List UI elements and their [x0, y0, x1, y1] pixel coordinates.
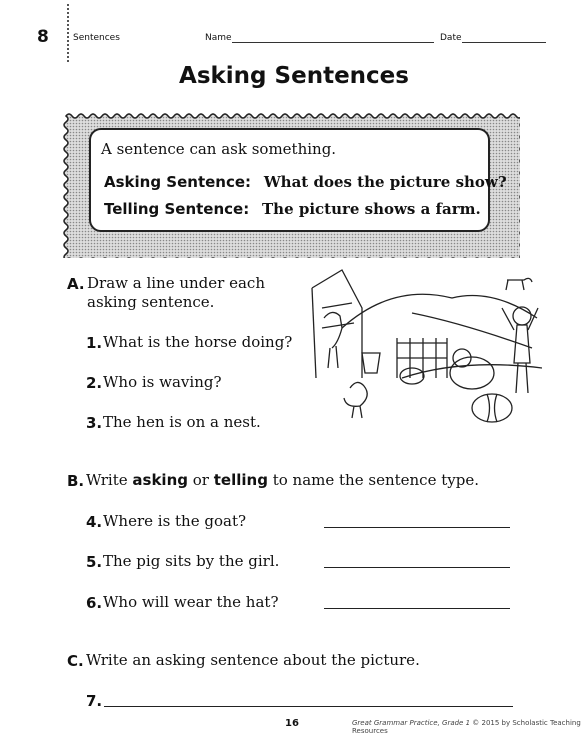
instr-post: to name the sentence type. [272, 471, 479, 489]
section-a-letter: A. [67, 275, 85, 293]
duck-icon [344, 382, 367, 418]
asking-label: Asking Sentence: [104, 173, 252, 191]
section-c-letter: C. [67, 652, 84, 670]
footer-page-number: 16 [285, 718, 299, 729]
section-a-instruction-1: Draw a line under each [87, 274, 265, 292]
word-telling: telling [213, 471, 268, 489]
item-number: 7. [86, 692, 103, 710]
item-number: 1. [86, 334, 103, 352]
footer-credit [352, 719, 588, 735]
list-item: Who will wear the hat? [103, 593, 279, 611]
item-number: 5. [86, 553, 103, 571]
telling-label: Telling Sentence: [104, 200, 250, 218]
farm-scene-illustration [302, 268, 542, 430]
page-number: 8 [37, 27, 49, 47]
item-number: 2. [86, 374, 103, 392]
telling-example: The picture shows a farm. [262, 200, 481, 218]
list-item[interactable]: Who is waving? [103, 373, 222, 391]
asking-example-row [104, 173, 507, 191]
horse-icon [324, 312, 342, 368]
answer-blank[interactable] [324, 608, 510, 609]
list-item: Where is the goat? [103, 512, 247, 530]
item-number: 4. [86, 513, 103, 531]
section-c-instruction: Write an asking sentence about the picture. [86, 651, 420, 669]
instr-pre: Write [86, 471, 128, 489]
header-divider [67, 4, 69, 62]
section-a-instruction-2: asking sentence. [87, 293, 215, 311]
list-item[interactable]: What is the horse doing? [103, 333, 293, 351]
item-number: 3. [86, 414, 103, 432]
copyright: © 2015 by Scholastic Teaching Resources [352, 719, 581, 735]
asking-example: What does the picture show? [263, 173, 507, 191]
pig-icon [450, 357, 494, 389]
section-b-letter: B. [67, 472, 85, 490]
name-field[interactable] [232, 42, 434, 43]
date-field[interactable] [462, 42, 546, 43]
list-item: The pig sits by the girl. [103, 552, 280, 570]
answer-blank[interactable] [324, 527, 510, 528]
page-title: Asking Sentences [179, 63, 409, 89]
answer-blank[interactable] [104, 706, 513, 707]
list-item[interactable]: The hen is on a nest. [103, 413, 261, 431]
date-label: Date [440, 33, 462, 43]
telling-example-row [104, 200, 481, 218]
name-label: Name [205, 33, 232, 43]
book-title: Great Grammar Practice, Grade 1 [352, 719, 471, 727]
answer-blank[interactable] [324, 567, 510, 568]
definition-intro: A sentence can ask something. [101, 140, 337, 158]
section-b-instruction [86, 471, 479, 489]
section-label: Sentences [73, 33, 120, 43]
instr-or: or [192, 471, 209, 489]
item-number: 6. [86, 594, 103, 612]
word-asking: asking [132, 471, 188, 489]
goat-icon [506, 278, 532, 290]
